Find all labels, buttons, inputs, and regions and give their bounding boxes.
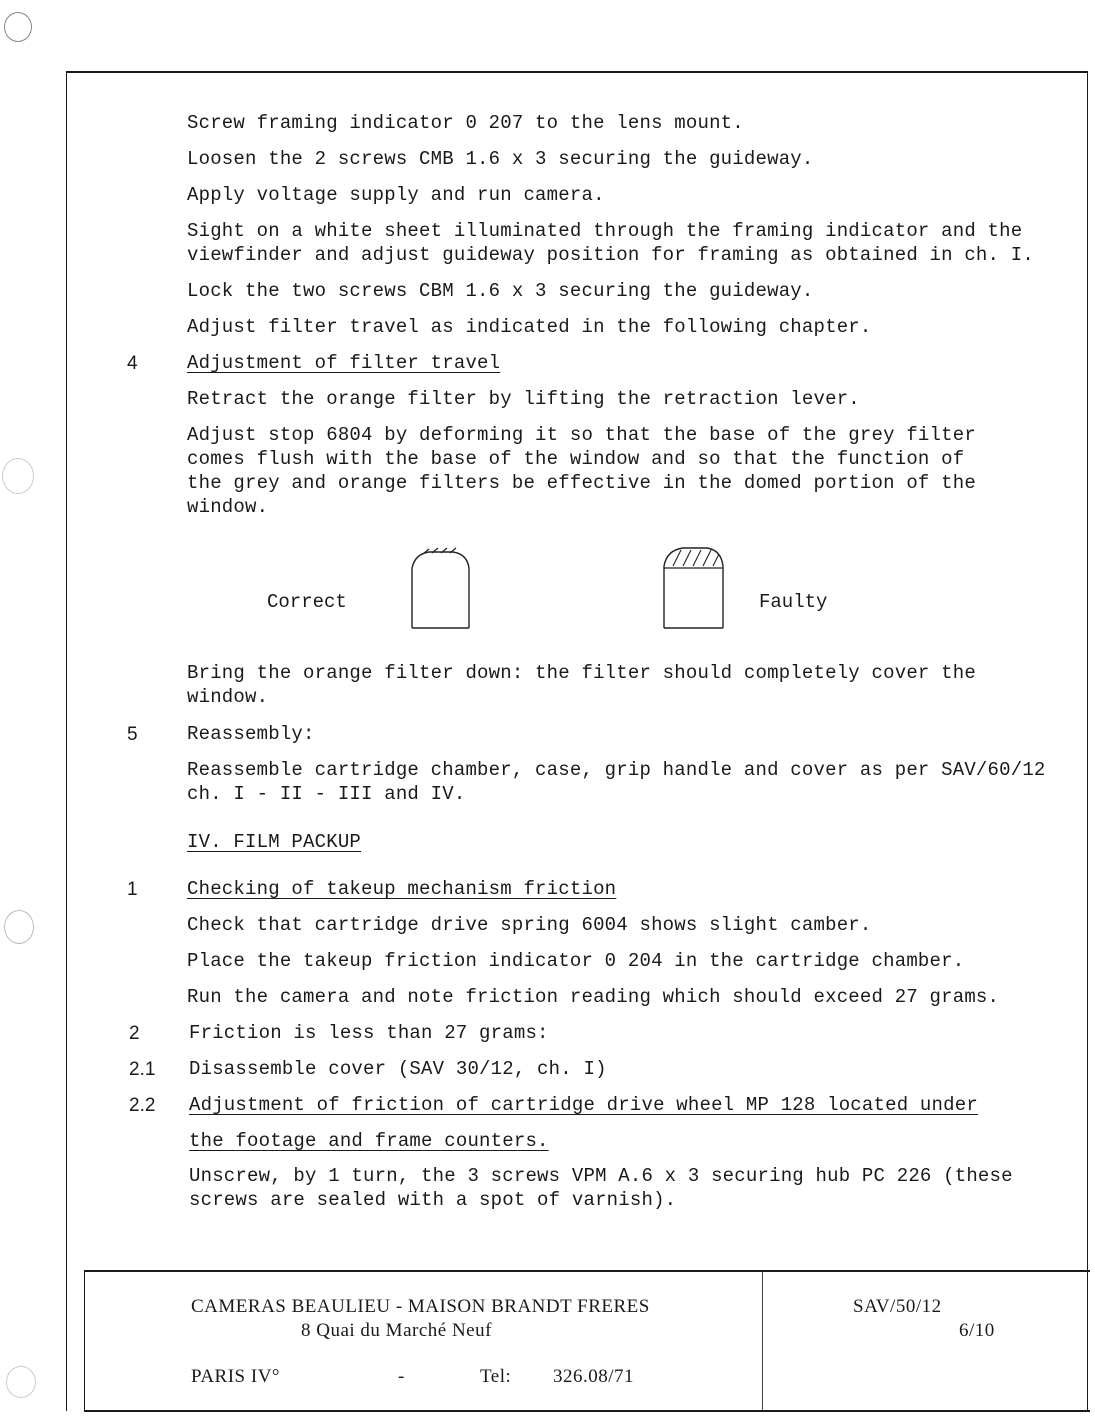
body-line: Friction is less than 27 grams: bbox=[189, 1022, 549, 1044]
body-line: Bring the orange filter down: the filter should completely cover the bbox=[187, 662, 976, 684]
body-line: screws are sealed with a spot of varnish). bbox=[189, 1189, 677, 1211]
body-line: viewfinder and adjust guideway position for framing as obtained in ch. I. bbox=[187, 244, 1034, 266]
body-line: window. bbox=[187, 686, 269, 708]
body-line: Screw framing indicator 0 207 to the lens mount. bbox=[187, 112, 744, 134]
footer-tel: 326.08/71 bbox=[553, 1366, 635, 1387]
punch-hole-mark bbox=[2, 458, 34, 494]
body-line: Lock the two screws CBM 1.6 x 3 securing the guideway. bbox=[187, 280, 814, 302]
body-line: Sight on a white sheet illuminated through the framing indicator and the bbox=[187, 220, 1023, 242]
body-line: comes flush with the base of the window and so that the function of bbox=[187, 448, 965, 470]
section-number: 2.2 bbox=[129, 1095, 156, 1116]
punch-hole-mark bbox=[4, 910, 34, 944]
chapter-title: IV. FILM PACKUP bbox=[187, 831, 362, 853]
punch-hole-mark bbox=[4, 12, 32, 42]
footer-divider bbox=[762, 1272, 763, 1410]
section-heading: Checking of takeup mechanism friction bbox=[187, 878, 617, 900]
section-heading: Adjustment of friction of cartridge drive wheel MP 128 located under bbox=[189, 1094, 978, 1116]
faulty-filter-sketch bbox=[655, 538, 735, 634]
correct-filter-sketch bbox=[405, 542, 477, 634]
section-number: 5 bbox=[127, 724, 138, 745]
footer-company: CAMERAS BEAULIEU - MAISON BRANDT FRERES bbox=[191, 1296, 650, 1317]
body-line: window. bbox=[187, 496, 269, 518]
punch-hole-mark bbox=[6, 1366, 36, 1398]
footer-address: 8 Quai du Marché Neuf bbox=[301, 1320, 492, 1341]
section-heading: the footage and frame counters. bbox=[189, 1130, 549, 1152]
footer-box bbox=[84, 1270, 1090, 1412]
body-line: Run the camera and note friction reading which should exceed 27 grams. bbox=[187, 986, 1000, 1008]
footer-doc-ref: SAV/50/12 bbox=[853, 1296, 942, 1317]
body-line: Reassemble cartridge chamber, case, grip handle and cover as per SAV/60/12 bbox=[187, 759, 1046, 781]
figure-label-faulty: Faulty bbox=[759, 591, 828, 613]
body-line: Unscrew, by 1 turn, the 3 screws VPM A.6 x 3 securing hub PC 226 (these bbox=[189, 1165, 1013, 1187]
body-line: Adjust stop 6804 by deforming it so that the base of the grey filter bbox=[187, 424, 976, 446]
body-line: Check that cartridge drive spring 6004 shows slight camber. bbox=[187, 914, 872, 936]
section-number: 2.1 bbox=[129, 1059, 156, 1080]
body-line: Adjust filter travel as indicated in the following chapter. bbox=[187, 316, 872, 338]
figure-label-correct: Correct bbox=[267, 591, 347, 613]
body-line: Place the takeup friction indicator 0 204 in the cartridge chamber. bbox=[187, 950, 965, 972]
section-heading: Reassembly: bbox=[187, 723, 315, 745]
footer-dash: - bbox=[398, 1366, 405, 1387]
body-line: Apply voltage supply and run camera. bbox=[187, 184, 605, 206]
footer-page-number: 6/10 bbox=[959, 1320, 995, 1341]
section-heading: Adjustment of filter travel bbox=[187, 352, 501, 374]
body-line: the grey and orange filters be effective in the domed portion of the bbox=[187, 472, 976, 494]
body-line: Retract the orange filter by lifting the retraction lever. bbox=[187, 388, 860, 410]
section-number: 2 bbox=[129, 1023, 140, 1044]
footer-city: PARIS IV° bbox=[191, 1366, 281, 1387]
body-line: Loosen the 2 screws CMB 1.6 x 3 securing the guideway. bbox=[187, 148, 814, 170]
section-number: 1 bbox=[127, 879, 138, 900]
section-number: 4 bbox=[127, 353, 138, 374]
body-line: ch. I - II - III and IV. bbox=[187, 783, 466, 805]
body-line: Disassemble cover (SAV 30/12, ch. I) bbox=[189, 1058, 607, 1080]
footer-tel-label: Tel: bbox=[480, 1366, 512, 1387]
